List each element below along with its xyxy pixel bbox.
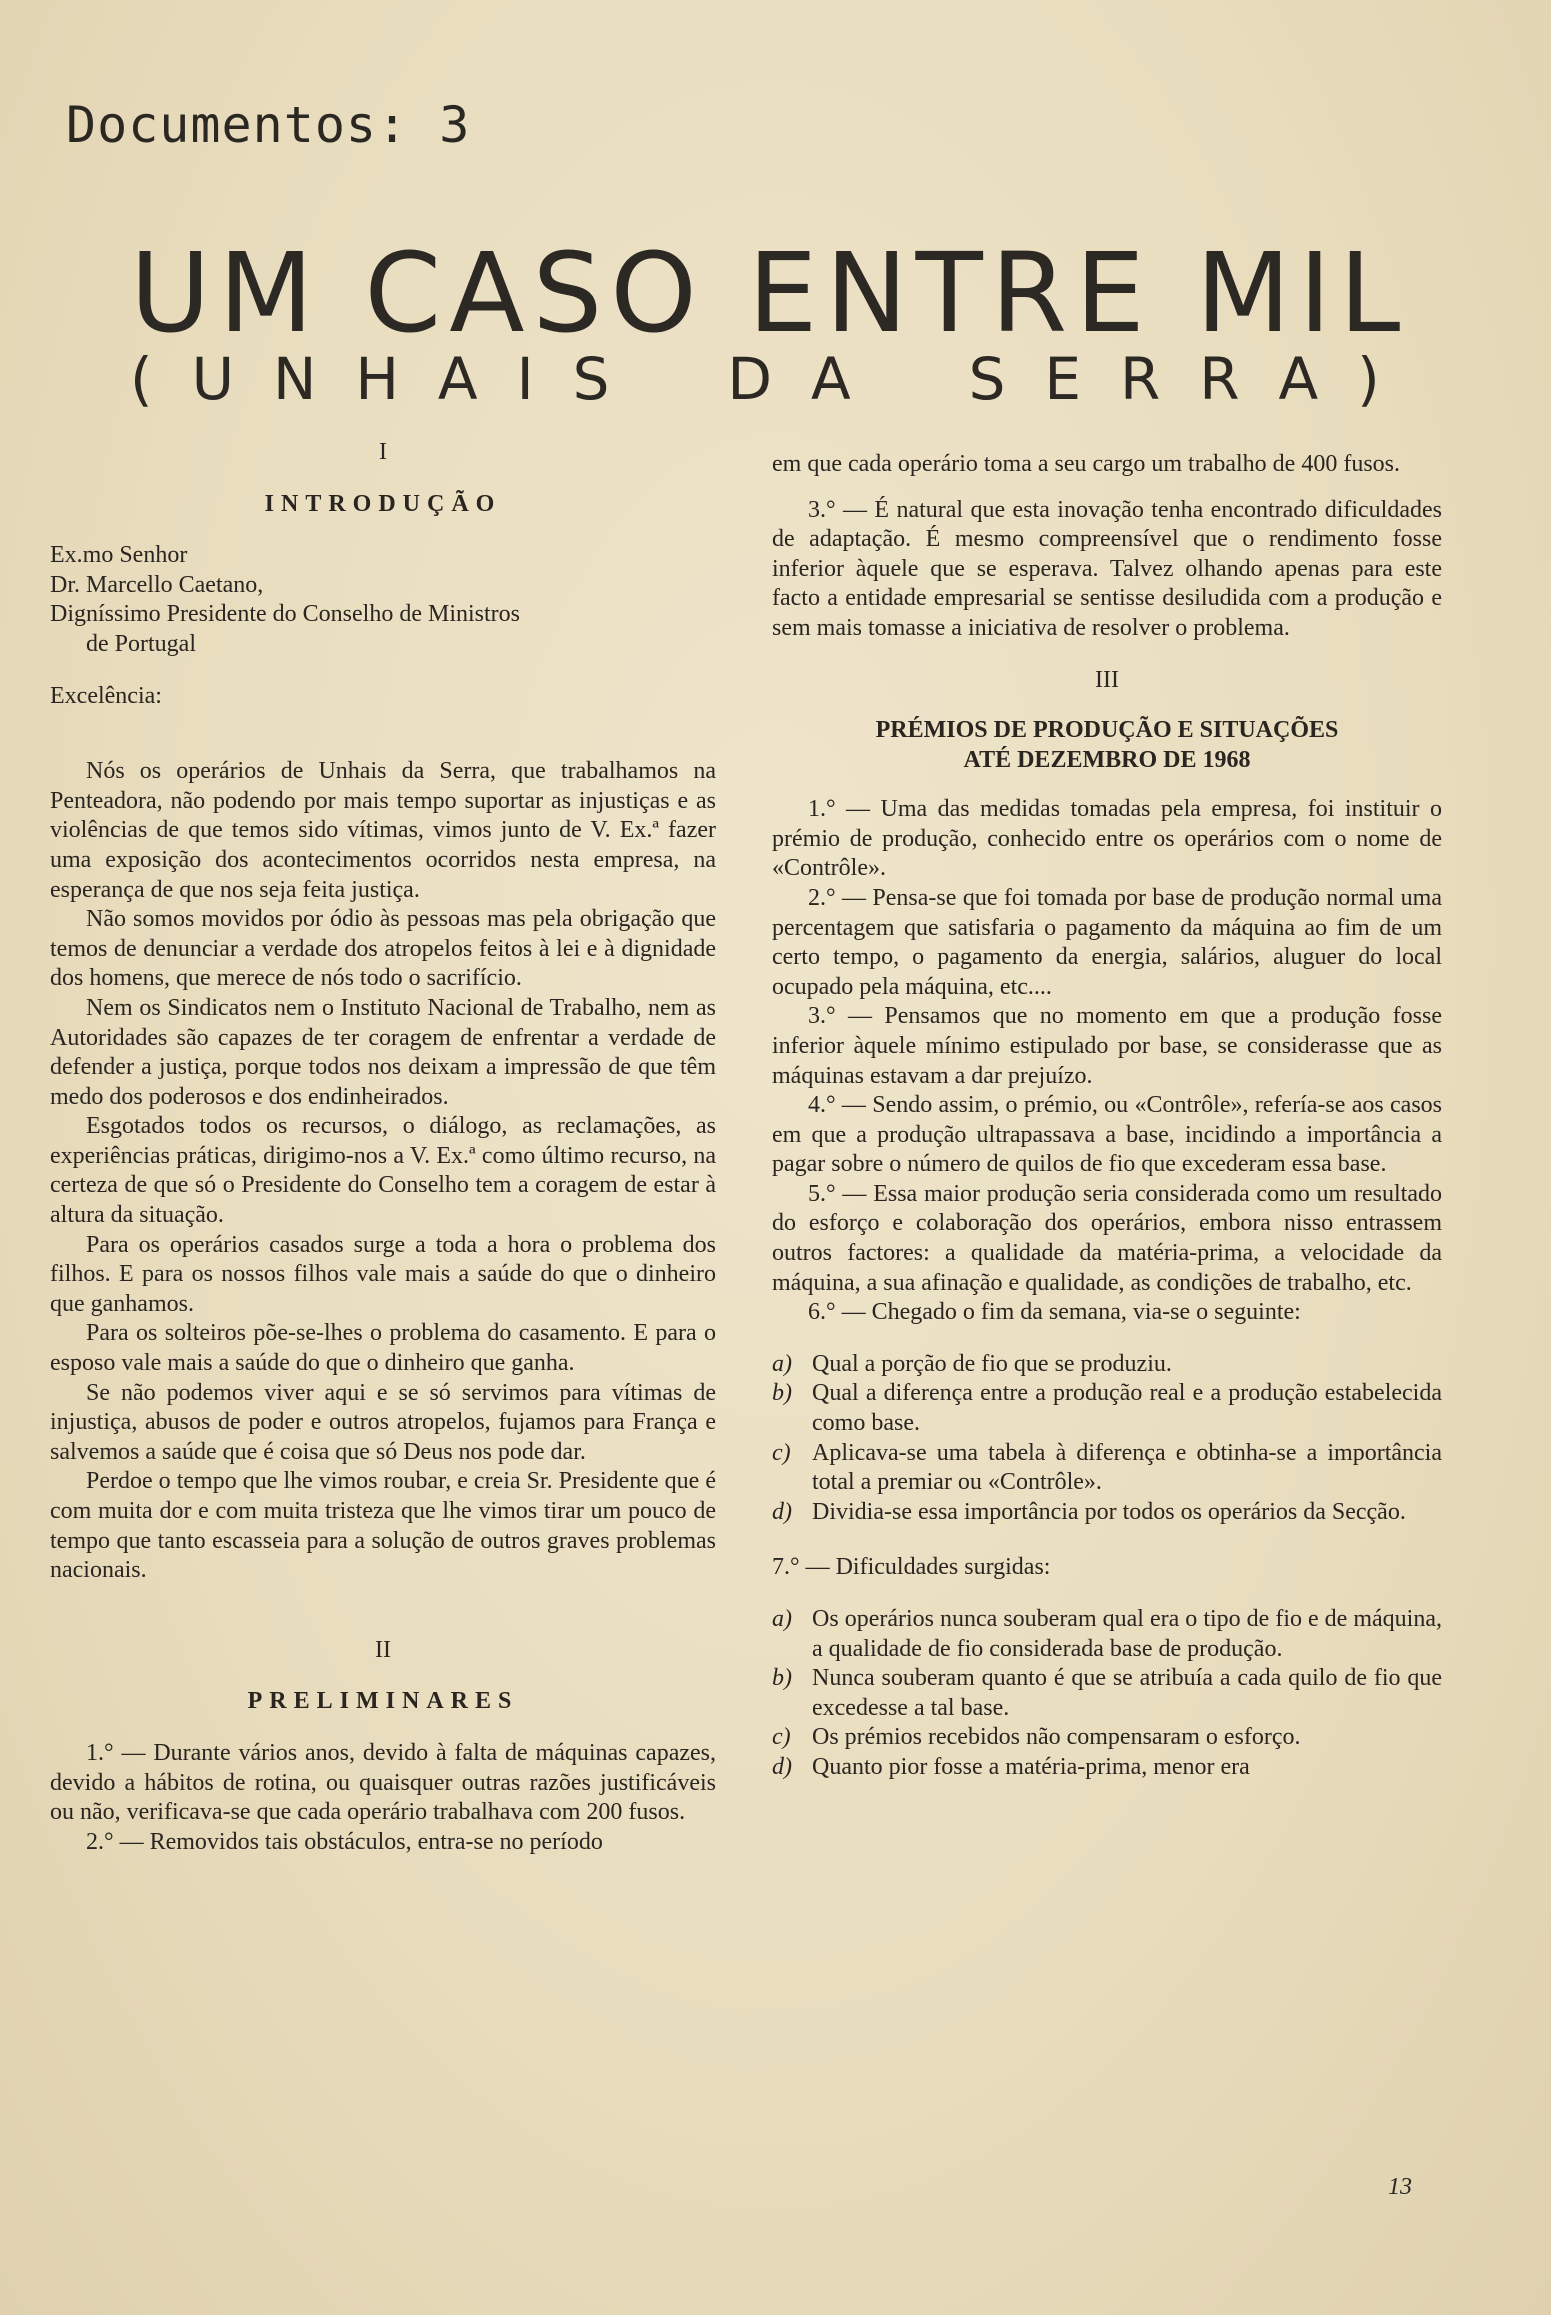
item-label: a) (772, 1606, 792, 1632)
spacer (50, 1665, 716, 1687)
spacer (50, 519, 716, 541)
section-numeral: I (379, 439, 387, 465)
paragraph: Esgotados todos os recursos, o diálogo, as reclamações, as experiências práticas, dirigimo-nos a V. Ex.ª como último recurso, na certeza de que só o Presidente do Conselho tem a coragem de estar à altura da situação. (50, 1113, 716, 1229)
salutation-line: de Portugal (86, 630, 196, 657)
list-item (772, 1723, 1442, 1753)
item-label: c) (772, 1439, 791, 1466)
section-numeral: II (375, 1636, 391, 1663)
paragraph: 2.° — Pensa-se que foi tomada por base de produção normal uma percentagem que satisfaria o pagamento da máquina ao fim de um certo tempo, o pagamento da energia, salários, aluguer do local ocupado pela máquina, etc.... (772, 884, 1442, 1000)
paragraph: 3.° — É natural que esta inovação tenha encontrado dificuldades de adaptação. É mesmo compreensível que o rendimento fosse inferior àquele que se esperava. Talvez olhando apenas para este facto a entidade empresarial se sentisse desiludida com a produção e sem mais tomasse a iniciativa de resolver o problema. (772, 496, 1442, 641)
paragraph: Se não podemos viver aqui e se só servimos para vítimas de injustiça, abusos de poder e outros atropelos, fujamos para França e salvemos a saúde que é coisa que só Deus nos pode dar. (50, 1379, 716, 1465)
section-heading: PRELIMINARES (247, 1688, 519, 1715)
list-item (772, 1439, 1442, 1498)
list-item (772, 1753, 1442, 1783)
page-number: 13 (1388, 2174, 1412, 2200)
item-label: d) (772, 1753, 792, 1780)
paragraph: 1.° — Uma das medidas tomadas pela empresa, foi instituir o prémio de produção, conhecido entre os operários com o nome de «Contrôle». (772, 796, 1442, 882)
item-text: Qual a diferença entre a produção real e a produção estabelecida como base. (812, 1380, 1442, 1437)
salutation-line: Dr. Marcello Caetano, (50, 571, 264, 598)
list-item (772, 1605, 1442, 1664)
subtitle-letter: I (516, 345, 534, 413)
section-heading: INTRODUÇÃO (264, 490, 502, 517)
spacer (772, 1328, 1442, 1350)
list-item (772, 1379, 1442, 1438)
left-column (50, 438, 716, 1857)
spacer (772, 1583, 1442, 1605)
list-item (772, 1664, 1442, 1723)
paragraph: 6.° — Chegado o fim da semana, via-se o seguinte: (808, 1299, 1301, 1326)
spacer (50, 660, 716, 682)
subtitle-letter: S (968, 345, 1006, 413)
salutation-line: Digníssimo Presidente do Conselho de Ministros (50, 601, 520, 628)
item-text: Dividia-se essa importância por todos os operários da Secção. (812, 1498, 1406, 1525)
subtitle-letter: ( (130, 345, 153, 413)
salutation (50, 541, 716, 659)
paragraph: 4.° — Sendo assim, o prémio, ou «Contrôle», refería-se aos casos em que a produção ultrapassava a base, incidindo a importância a pagar sobre o número de quilos de fio que excederam essa base. (772, 1092, 1442, 1178)
item-text: Os operários nunca souberam qual era o tipo de fio e de máquina, a qualidade de fio considerada base de produção. (812, 1606, 1442, 1662)
article-title: UM CASO ENTRE MIL (130, 229, 1409, 357)
subtitle-letter: A (437, 345, 478, 413)
section-heading: PRÉMIOS DE PRODUÇÃO E SITUAÇÕES (875, 717, 1339, 744)
paragraph: Perdoe o tempo que lhe vimos roubar, e creia Sr. Presidente que é com muita dor e com muita tristeza que lhe vimos tirar um pouco de tempo que tanto escasseia para a solução de outros graves problemas nacionais. (50, 1468, 716, 1584)
item-text: Os prémios recebidos não compensaram o esforço. (812, 1724, 1301, 1751)
paragraph: 2.° — Removidos tais obstáculos, entra-se no período (86, 1828, 603, 1855)
item-text: Aplicava-se uma tabela à diferença e obtinha-se a importância total a premiar ou «Contrôle». (812, 1439, 1442, 1496)
salutation-line: Ex.mo Senhor (50, 542, 188, 569)
item-label: b) (772, 1665, 792, 1692)
spacer (772, 480, 1442, 496)
right-column (772, 450, 1442, 1783)
spacer (50, 1586, 716, 1636)
spacer (772, 644, 1442, 666)
paragraph: em que cada operário toma a seu cargo um trabalho de 400 fusos. (772, 451, 1401, 477)
item-text: Nunca souberam quanto é que se atribuía a cada quilo de fio que excedesse a tal base. (812, 1665, 1442, 1721)
item-label: d) (772, 1498, 792, 1525)
difficulties-intro: 7.° — Dificuldades surgidas: (772, 1554, 1051, 1581)
article-subtitle (130, 345, 1380, 413)
difficulties-list (772, 1605, 1442, 1783)
section-heading: ATÉ DEZEMBRO DE 1968 (963, 747, 1251, 774)
subtitle-letter: H (355, 345, 399, 413)
item-label: b) (772, 1380, 792, 1407)
paragraph: Para os solteiros põe-se-lhes o problema do casamento. E para o esposo vale mais a saúde do que o dinheiro que ganha. (50, 1320, 716, 1377)
paragraph: Não somos movidos por ódio às pessoas mas pela obrigação que temos de denunciar a verdade dos atropelos feitos à lei e à dignidade dos homens, que merece de nós todo o sacrifício. (50, 906, 716, 992)
greeting: Excelência: (50, 682, 162, 709)
section-numeral: III (1095, 666, 1119, 693)
spacer (50, 468, 716, 490)
item-text: Quanto pior fosse a matéria-prima, menor era (812, 1753, 1250, 1780)
item-label: c) (772, 1724, 791, 1751)
subtitle-letter: A (810, 345, 851, 413)
spacer (50, 1717, 716, 1739)
subtitle-letter: R (1199, 345, 1240, 413)
paragraph: 3.° — Pensamos que no momento em que a produção fosse inferior àquele mínimo estipulado por base, se considerasse que as máquinas estavam a dar prejuízo. (772, 1003, 1442, 1089)
spacer (772, 1527, 1442, 1553)
list-item (772, 1350, 1442, 1380)
spacer (50, 711, 716, 757)
subtitle-gap (890, 350, 930, 408)
paragraph: 5.° — Essa maior produção seria considerada como um resultado do esforço e colaboração dos operários, embora nisso entrassem outros factores: a qualidade da matéria-prima, a velocidade da máquina, a sua afinação e qualidade, as condições de trabalho, etc. (772, 1180, 1442, 1296)
steps-list (772, 1350, 1442, 1528)
subtitle-letter: U (191, 345, 235, 413)
subtitle-letter: S (572, 345, 610, 413)
subtitle-letter: E (1044, 345, 1082, 413)
spacer (772, 695, 1442, 715)
paragraph: Nem os Sindicatos nem o Instituto Nacional de Trabalho, nem as Autoridades são capazes de ter coragem de enfrentar a verdade de defender a justiça, porque todos nos deixam a impressão de que têm medo dos poderosos e dos endinheirados. (50, 994, 716, 1110)
paragraph: Para os operários casados surge a toda a hora o problema dos filhos. E para os nossos filhos vale mais a saúde do que o dinheiro que ganhamos. (50, 1231, 716, 1317)
item-label: a) (772, 1350, 792, 1377)
spacer (772, 775, 1442, 795)
subtitle-letter: N (273, 345, 317, 413)
paragraph: 1.° — Durante vários anos, devido à falta de máquinas capazes, devido a hábitos de rotina, ou quaisquer outras razões justificáveis ou não, verificava-se que cada operário trabalhava com 200 fusos. (50, 1739, 716, 1826)
subtitle-letter: ) (1357, 345, 1380, 413)
list-item (772, 1498, 1442, 1528)
item-text: Qual a porção de fio que se produziu. (812, 1350, 1172, 1377)
paragraph: Nós os operários de Unhais da Serra, que trabalhamos na Penteadora, não podendo por mais tempo suportar as injustiças e as violências de que temos sido vítimas, vimos junto de V. Ex.ª fazer uma exposição dos acontecimentos ocorridos nesta empresa, na esperança de que nos seja feita justiça. (50, 758, 716, 903)
subtitle-letter: D (727, 345, 773, 413)
subtitle-letter: R (1119, 345, 1161, 413)
subtitle-gap (648, 350, 688, 408)
subtitle-letter: A (1278, 345, 1319, 413)
series-label: Documentos: 3 (66, 96, 471, 154)
